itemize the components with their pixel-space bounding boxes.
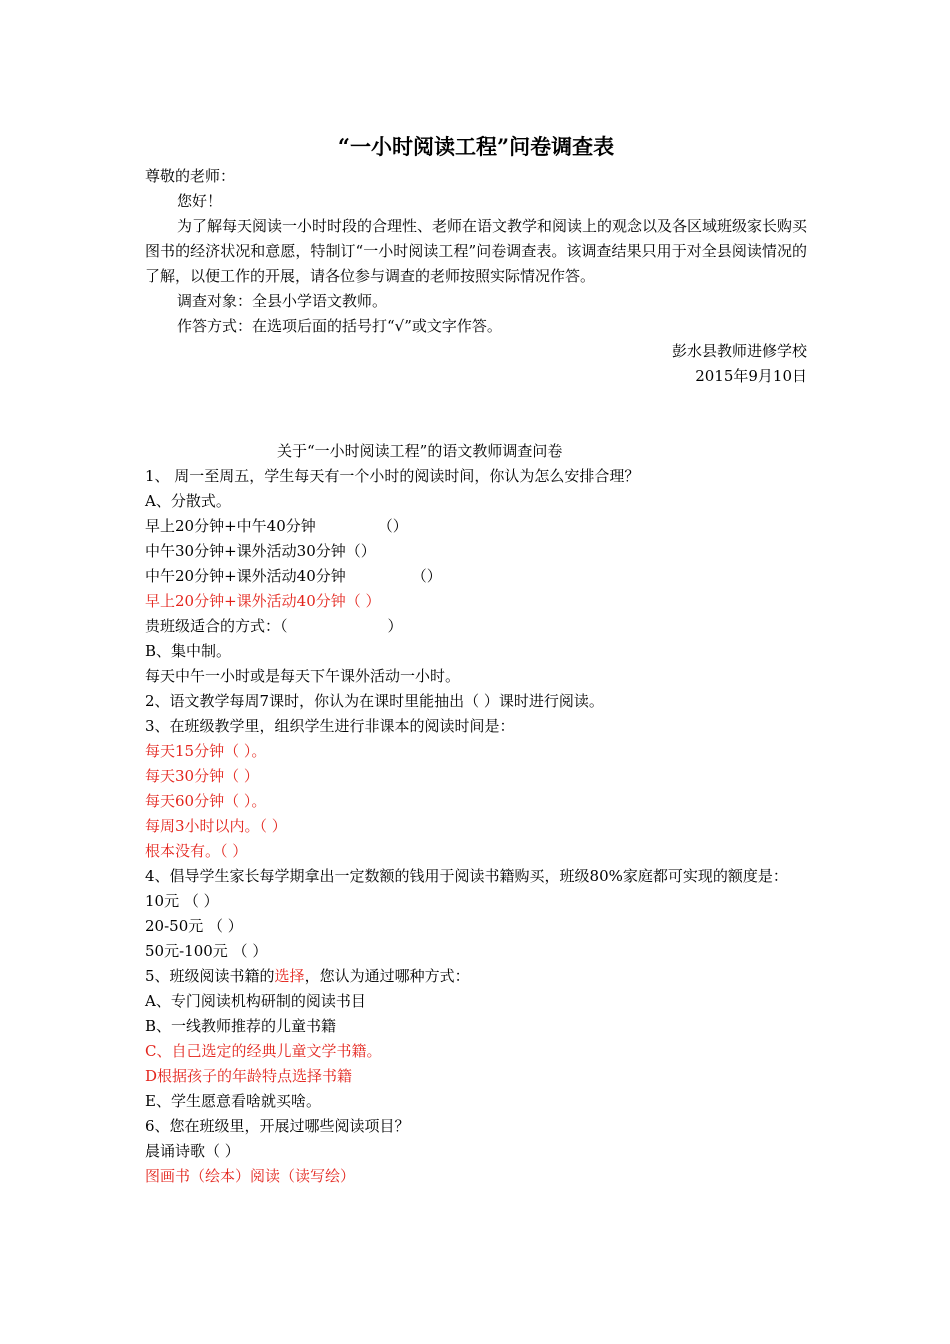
q5-question-highlight: 选择	[274, 967, 305, 985]
answer-method: 作答方式：在选项后面的括号打“√”或文字作答。	[177, 317, 502, 335]
q5-question	[145, 964, 807, 989]
q1-choice-5-text: 贵班级适合的方式：（	[145, 617, 288, 635]
survey-title: 关于“一小时阅读工程”的语文教师调查问卷	[277, 442, 563, 460]
survey-target: 调查对象：全县小学语文教师。	[177, 292, 388, 310]
date: 2015年9月10日	[695, 367, 807, 385]
q1-choice-4: 早上20分钟+课外活动40分钟（ ）	[145, 592, 381, 610]
q1-choice-1-text: 早上20分钟+中午40分钟	[145, 517, 316, 535]
q3-option: 每周3小时以内。（ ）	[145, 817, 287, 835]
organization: 彭水县教师进修学校	[671, 342, 807, 360]
q5-option: E、学生愿意看啥就买啥。	[145, 1092, 321, 1110]
q5-option: C、自己选定的经典儿童文学书籍。	[145, 1042, 382, 1060]
q3-option: 每天15分钟（ ）。	[145, 742, 267, 760]
q6-option: 图画书（绘本）阅读（读写绘）	[145, 1167, 356, 1185]
q4-option: 50元-100元 （ ）	[145, 942, 268, 960]
q1-choice-3-text: 中午20分钟+课外活动40分钟	[145, 567, 346, 585]
q5-option: D根据孩子的年龄特点选择书籍	[145, 1067, 353, 1085]
q1-choice-5	[145, 614, 807, 639]
q4-option: 20-50元 （ ）	[145, 917, 243, 935]
q1-option-a: A、分散式。	[145, 492, 231, 510]
q1-choice-1-bracket: （）	[377, 517, 408, 535]
q3-question: 3、在班级教学里，组织学生进行非课本的阅读时间是：	[145, 717, 515, 735]
q1-choice-3	[145, 564, 807, 589]
salutation: 尊敬的老师：	[145, 167, 236, 185]
document-page	[145, 132, 807, 1189]
q1-choice-5-close: ）	[387, 617, 403, 635]
spacer	[145, 389, 807, 439]
q1-question: 1、 周一至周五，学生每天有一个小时的阅读时间，你认为怎么安排合理？	[145, 467, 640, 485]
q4-option: 10元 （ ）	[145, 892, 219, 910]
q5-question-post: ，您认为通过哪种方式：	[304, 967, 470, 985]
q6-option: 晨诵诗歌（ ）	[145, 1142, 240, 1160]
greeting: 您好！	[177, 192, 223, 210]
q1-option-b: B、集中制。	[145, 642, 232, 660]
q1-option-b-detail: 每天中午一小时或是每天下午课外活动一小时。	[145, 667, 461, 685]
document-title: “一小时阅读工程”问卷调查表	[337, 134, 615, 159]
q3-option: 每天60分钟（ ）。	[145, 792, 267, 810]
q2-question: 2、语文教学每周7课时，你认为在课时里能抽出（ ）课时进行阅读。	[145, 692, 604, 710]
q1-choice-2: 中午30分钟+课外活动30分钟（）	[145, 542, 376, 560]
q5-option: A、专门阅读机构研制的阅读书目	[145, 992, 366, 1010]
q3-option: 每天30分钟（ ）	[145, 767, 259, 785]
q1-choice-1	[145, 514, 807, 539]
q5-question-pre: 5、班级阅读书籍的	[145, 967, 275, 985]
q1-choice-3-bracket: （）	[411, 567, 442, 585]
q4-question: 4、倡导学生家长每学期拿出一定数额的钱用于阅读书籍购买，班级80%家庭都可实现的额度是：	[145, 867, 788, 885]
q5-option: B、一线教师推荐的儿童书籍	[145, 1017, 337, 1035]
q3-option: 根本没有。（ ）	[145, 842, 248, 860]
intro-paragraph: 为了解每天阅读一小时时段的合理性、老师在语文教学和阅读上的观念以及各区域班级家长购买图书的经济状况和意愿，特制订“一小时阅读工程”问卷调查表。该调查结果只用于对全县阅读情况的了解，以便工作的开展，请各位参与调查的老师按照实际情况作答。	[145, 217, 808, 285]
q6-question: 6、您在班级里，开展过哪些阅读项目？	[145, 1117, 410, 1135]
